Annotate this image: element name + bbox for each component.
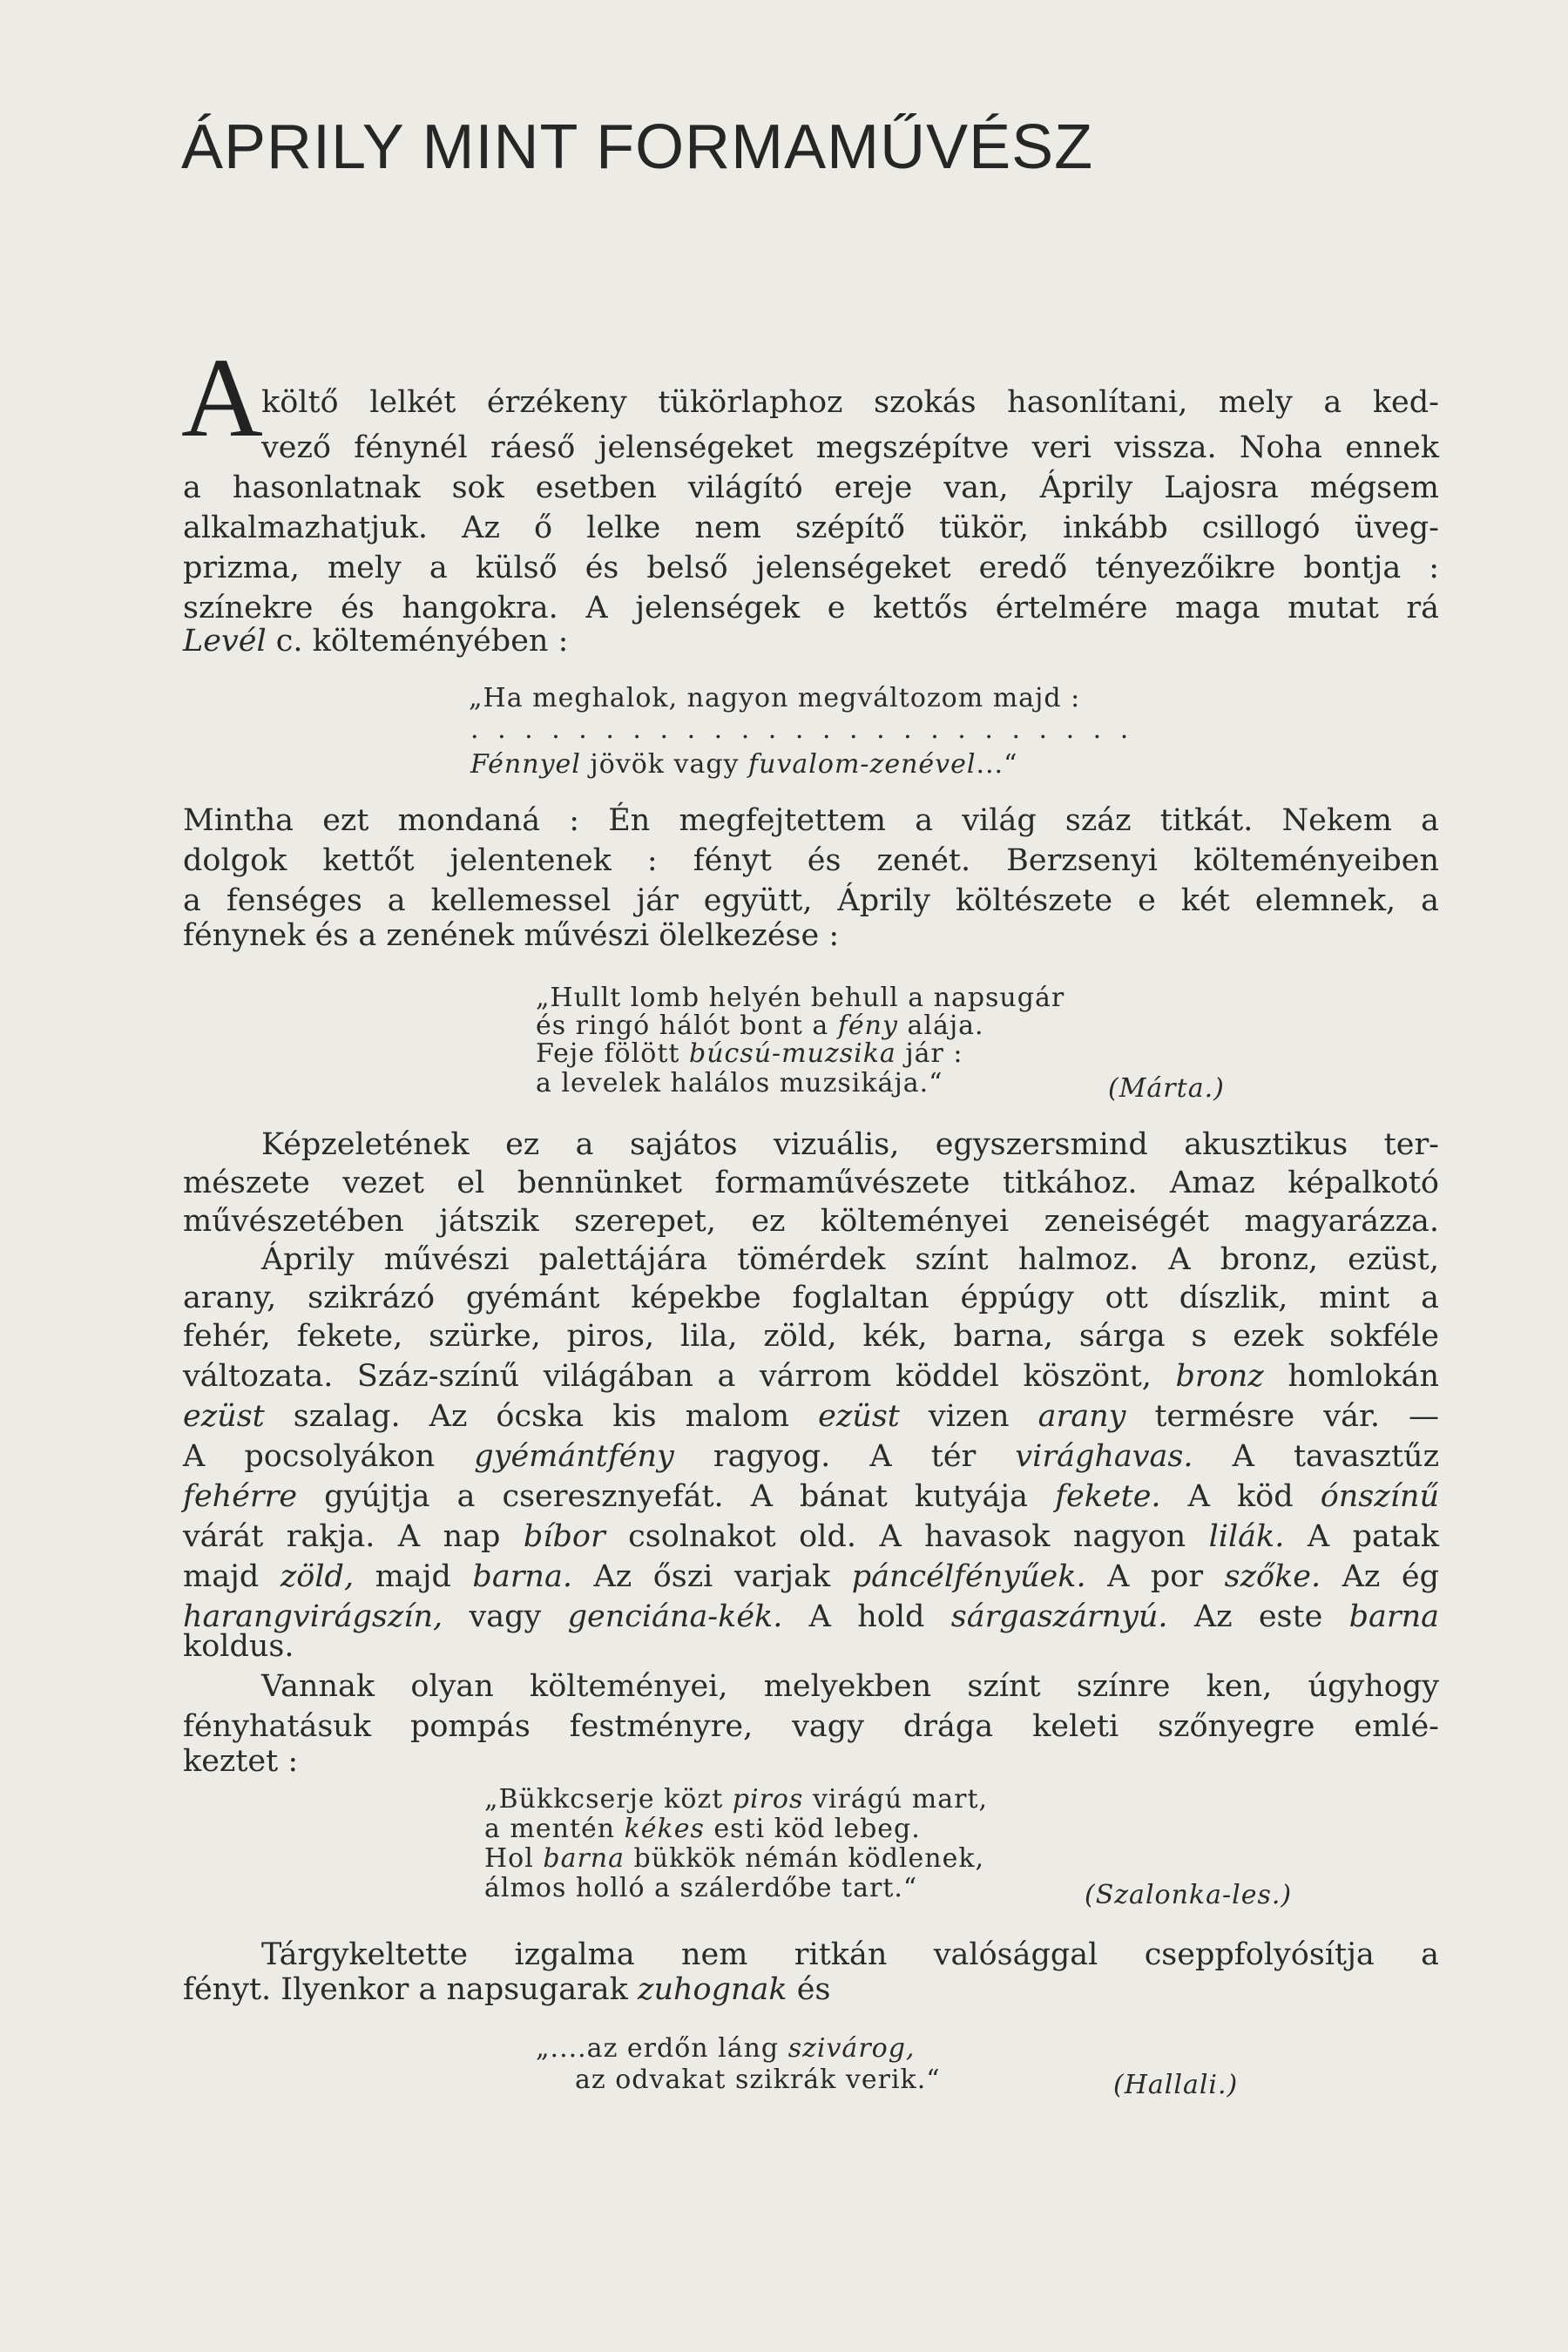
quote-line: és ringó hálót bont a fény alája. [536, 1010, 984, 1041]
quote-line: a levelek halálos muzsikája.“ [536, 1068, 943, 1098]
italic-title: Levél [183, 624, 267, 659]
text-line: ezüst szalag. Az ócska kis malom ezüst vizen arany termésre vár. — [183, 1399, 1439, 1434]
quote-line: álmos holló a szálerdőbe tart.“ [484, 1873, 918, 1903]
ellipsis-dots: . . . . . . . . . . . . . . . . . . . . . . . . . [470, 714, 1134, 745]
quote-line: „Ha meghalok, nagyon megváltozom majd : [469, 683, 1081, 713]
quote-line: „....az erdőn láng szivárog, [536, 2033, 916, 2064]
poem-source: (Márta.) [1108, 1073, 1225, 1104]
page-title: ÁPRILY MINT FORMAMŰVÉSZ [181, 112, 1094, 182]
text-line: színekre és hangokra. A jelenségek e kettős értelmére maga mutat rá [183, 591, 1439, 625]
text-line: Áprily művészi palettájára tömérdek színt halmoz. A bronz, ezüst, [261, 1242, 1439, 1277]
quote-line: Fénnyel jövök vagy fuvalom-zenével...“ [470, 749, 1018, 780]
quote-line: az odvakat szikrák verik.“ [575, 2065, 941, 2095]
text-line: művészetében játszik szerepet, ez költeményei zeneiségét magyarázza. [183, 1204, 1439, 1239]
text-line: a fenséges a kellemessel jár együtt, Áprily költészete e két elemnek, a [183, 883, 1439, 918]
text-line: várát rakja. A nap bíbor csolnakot old. A havasok nagyon lilák. A patak [183, 1519, 1439, 1554]
text-line: Mintha ezt mondaná : Én megfejtettem a világ száz titkát. Nekem a [183, 803, 1439, 838]
quote-line: a mentén kékes esti köd lebeg. [484, 1814, 921, 1844]
quote-line: „Hullt lomb helyén behull a napsugár [536, 983, 1065, 1013]
drop-cap: A [181, 335, 263, 461]
text-line: fényt. Ilyenkor a napsugarak zuhognak és [183, 1972, 831, 2007]
poem-source: (Szalonka-les.) [1085, 1880, 1293, 1910]
quote-line: Hol barna bükkök némán ködlenek, [484, 1843, 985, 1874]
text-line: harangvirágszín, vagy genciána-kék. A hold sárgaszárnyú. Az este barna [183, 1599, 1439, 1634]
text-line: fénynek és a zenének művészi ölelkezése : [183, 918, 840, 953]
text-line: arany, szikrázó gyémánt képekbe foglaltan éppúgy ott díszlik, mint a [183, 1281, 1439, 1315]
text-line: Tárgykeltette izgalma nem ritkán valósággal cseppfolyósítja a [261, 1937, 1439, 1972]
text-line: fényhatásuk pompás festményre, vagy drága keleti szőnyegre emlé- [183, 1709, 1439, 1744]
quote-line: Feje fölött búcsú-muzsika jár : [536, 1038, 963, 1069]
poem-source: (Hallali.) [1113, 2070, 1239, 2100]
text-line: keztet : [183, 1744, 299, 1779]
text-line: Vannak olyan költeményei, melyekben színt színre ken, úgyhogy [261, 1669, 1439, 1704]
text-line: koldus. [183, 1629, 294, 1664]
text-line: fehérre gyújtja a cseresznyefát. A bánat kutyája fekete. A köd ónszínű [183, 1479, 1439, 1514]
text-line: prizma, mely a külső és belső jelenségeket eredő tényezőikre bontja : [183, 551, 1439, 585]
text-line: Levél c. költeményében : [183, 624, 569, 659]
text-line: A pocsolyákon gyémántfény ragyog. A tér virághavas. A tavasztűz [183, 1439, 1440, 1474]
text-line: költő lelkét érzékeny tükörlaphoz szokás hasonlítani, mely a ked- [261, 385, 1439, 420]
text-line: mészete vezet el bennünket formaművészete titkához. Amaz képalkotó [183, 1166, 1439, 1200]
text-line: vező fénynél ráeső jelenségeket megszépítve veri vissza. Noha ennek [261, 430, 1439, 465]
text-line: változata. Száz-színű világában a várrom köddel köszönt, bronz homlokán [183, 1359, 1440, 1394]
text-line: alkalmazhatjuk. Az ő lelke nem szépítő tükör, inkább csillogó üveg- [183, 510, 1439, 545]
text-line: dolgok kettőt jelentenek : fényt és zenét. Berzsenyi költeményeiben [183, 843, 1439, 878]
text-line: majd zöld, majd barna. Az őszi varjak páncélfényűek. A por szőke. Az ég [183, 1559, 1439, 1594]
quote-line: „Bükkcserje közt piros virágú mart, [484, 1784, 989, 1815]
text-line: a hasonlatnak sok esetben világító ereje van, Áprily Lajosra mégsem [183, 470, 1439, 505]
text-line: fehér, fekete, szürke, piros, lila, zöld, kék, barna, sárga s ezek sokféle [183, 1319, 1439, 1354]
text-line: Képzeletének ez a sajátos vizuális, egyszersmind akusztikus ter- [261, 1127, 1439, 1162]
